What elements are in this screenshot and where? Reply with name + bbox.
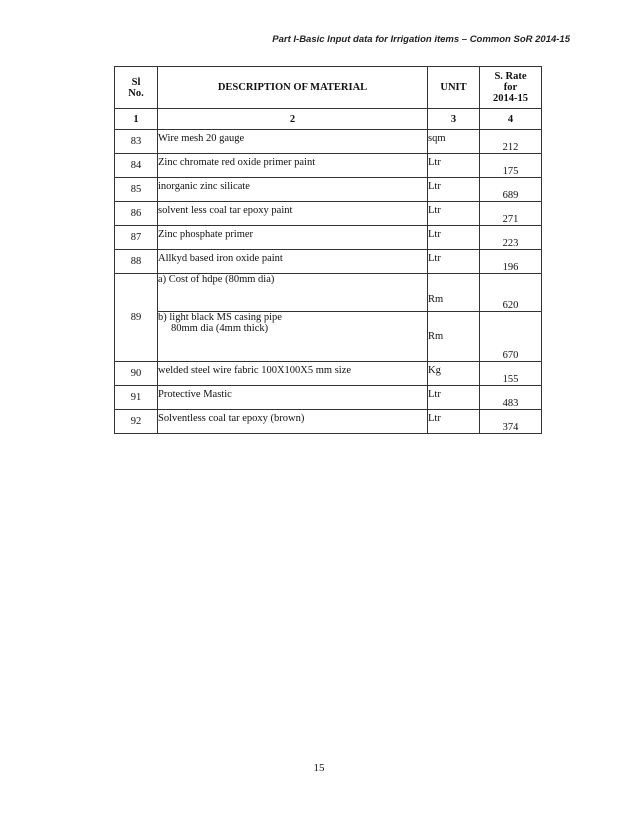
cell-description: welded steel wire fabric 100X100X5 mm size [158,362,428,386]
cell-unit: Ltr [428,226,480,250]
cell-unit: Ltr [428,250,480,274]
cell-description: Wire mesh 20 gauge [158,130,428,154]
cell-unit: Rm [428,312,480,362]
cell-rate: 620 [480,274,542,312]
header-rate-line3: 2014-15 [493,93,528,104]
cell-sl: 84 [115,154,158,178]
header-rate-line1: S. Rate [494,71,527,82]
table-row [115,202,542,226]
cell-unit: Ltr [428,202,480,226]
column-number: 4 [480,109,542,130]
table-row [115,386,542,410]
cell-sl: 89 [115,274,158,362]
cell-sl: 88 [115,250,158,274]
cell-rate: 223 [480,226,542,250]
header-rate [480,67,542,109]
cell-unit: Ltr [428,386,480,410]
header-rate-line2: for [503,82,518,93]
cell-description-line1: b) light black MS casing pipe [158,312,282,323]
cell-description [158,312,428,362]
cell-description: Protective Mastic [158,386,428,410]
cell-unit: sqm [428,130,480,154]
cell-description: a) Cost of hdpe (80mm dia) [158,274,428,312]
cell-rate: 212 [480,130,542,154]
cell-description: inorganic zinc silicate [158,178,428,202]
column-number-row [115,109,542,130]
page-number: 15 [313,762,325,774]
cell-description: Zinc phosphate primer [158,226,428,250]
table-row-89b [115,312,542,362]
cell-unit: Ltr [428,154,480,178]
cell-rate: 670 [480,312,542,362]
column-number: 3 [428,109,480,130]
cell-sl: 92 [115,410,158,434]
cell-sl: 86 [115,202,158,226]
header-unit: UNIT [428,67,480,109]
cell-description: Solventless coal tar epoxy (brown) [158,410,428,434]
cell-rate: 483 [480,386,542,410]
cell-description-line2: 80mm dia (4mm thick) [171,323,269,334]
cell-unit: Ltr [428,410,480,434]
column-number: 1 [115,109,158,130]
materials-rate-table [114,66,542,434]
cell-sl: 91 [115,386,158,410]
table-row [115,250,542,274]
cell-sl: 90 [115,362,158,386]
cell-rate: 155 [480,362,542,386]
table-row [115,362,542,386]
cell-unit: Ltr [428,178,480,202]
cell-rate: 175 [480,154,542,178]
cell-rate: 689 [480,178,542,202]
cell-rate: 271 [480,202,542,226]
cell-rate: 196 [480,250,542,274]
cell-sl: 87 [115,226,158,250]
header-sl-no [115,67,158,109]
cell-unit: Kg [428,362,480,386]
table-row [115,226,542,250]
header-sl-line2: No. [128,87,144,99]
cell-description: Allkyd based iron oxide paint [158,250,428,274]
cell-sl: 83 [115,130,158,154]
table-row [115,130,542,154]
table-row-89a [115,274,542,312]
cell-rate: 374 [480,410,542,434]
header-sl-line1: Sl [131,76,141,88]
running-header: Part I-Basic Input data for Irrigation items – Common SoR 2014-15 [272,34,570,45]
table-row [115,154,542,178]
cell-unit: Rm [428,274,480,312]
column-number: 2 [158,109,428,130]
cell-description: solvent less coal tar epoxy paint [158,202,428,226]
table-row [115,410,542,434]
cell-sl: 85 [115,178,158,202]
table-row [115,178,542,202]
header-description: DESCRIPTION OF MATERIAL [158,67,428,109]
header-row [115,67,542,109]
cell-description: Zinc chromate red oxide primer paint [158,154,428,178]
